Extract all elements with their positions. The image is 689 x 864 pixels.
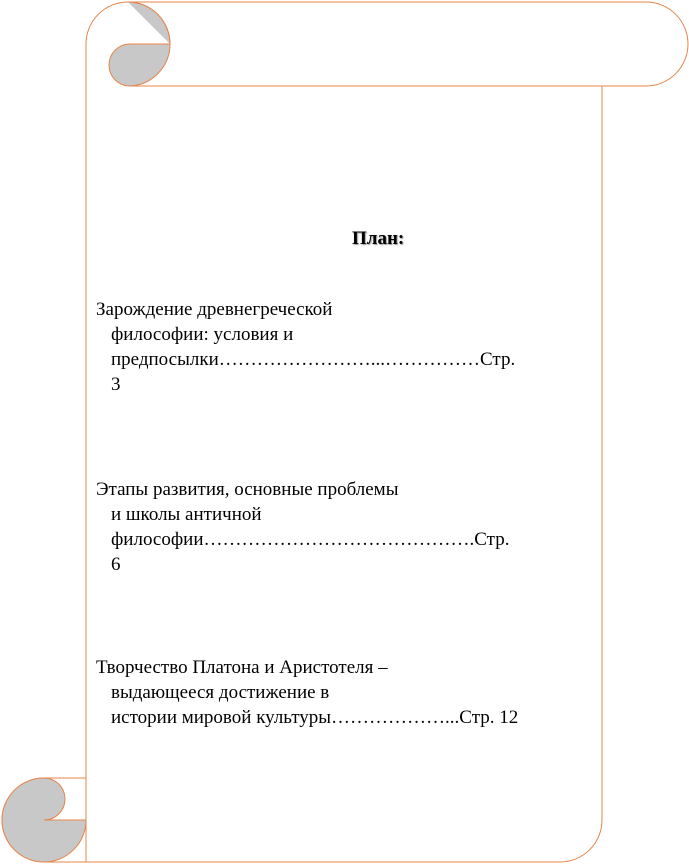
toc-entry-page: 3 xyxy=(111,374,121,395)
toc-entry-line: Зарождение древнегреческой xyxy=(96,299,333,320)
scroll-body xyxy=(2,2,602,862)
toc-entry-line: философии: условия и xyxy=(111,324,294,345)
toc-entry xyxy=(96,655,518,730)
toc-entry-line: истории мировой культуры………………...Стр. 12 xyxy=(111,707,519,728)
toc-entry-line: философии…………………………………….Стр. xyxy=(111,529,510,550)
toc-entry xyxy=(96,477,509,577)
toc-entry-line: предпосылки……………………...……………Стр. xyxy=(111,349,516,370)
toc-entry xyxy=(96,297,515,397)
toc-entry-line: Творчество Платона и Аристотеля – xyxy=(96,657,388,678)
toc-entry-line: выдающееся достижение в xyxy=(111,682,330,703)
top-roll xyxy=(128,2,688,86)
toc-entry-page: 6 xyxy=(111,554,121,575)
plan-title: План: xyxy=(352,228,405,249)
toc-entry-line: Этапы развития, основные проблемы xyxy=(96,479,399,500)
toc-entry-line: и школы античной xyxy=(111,504,262,525)
